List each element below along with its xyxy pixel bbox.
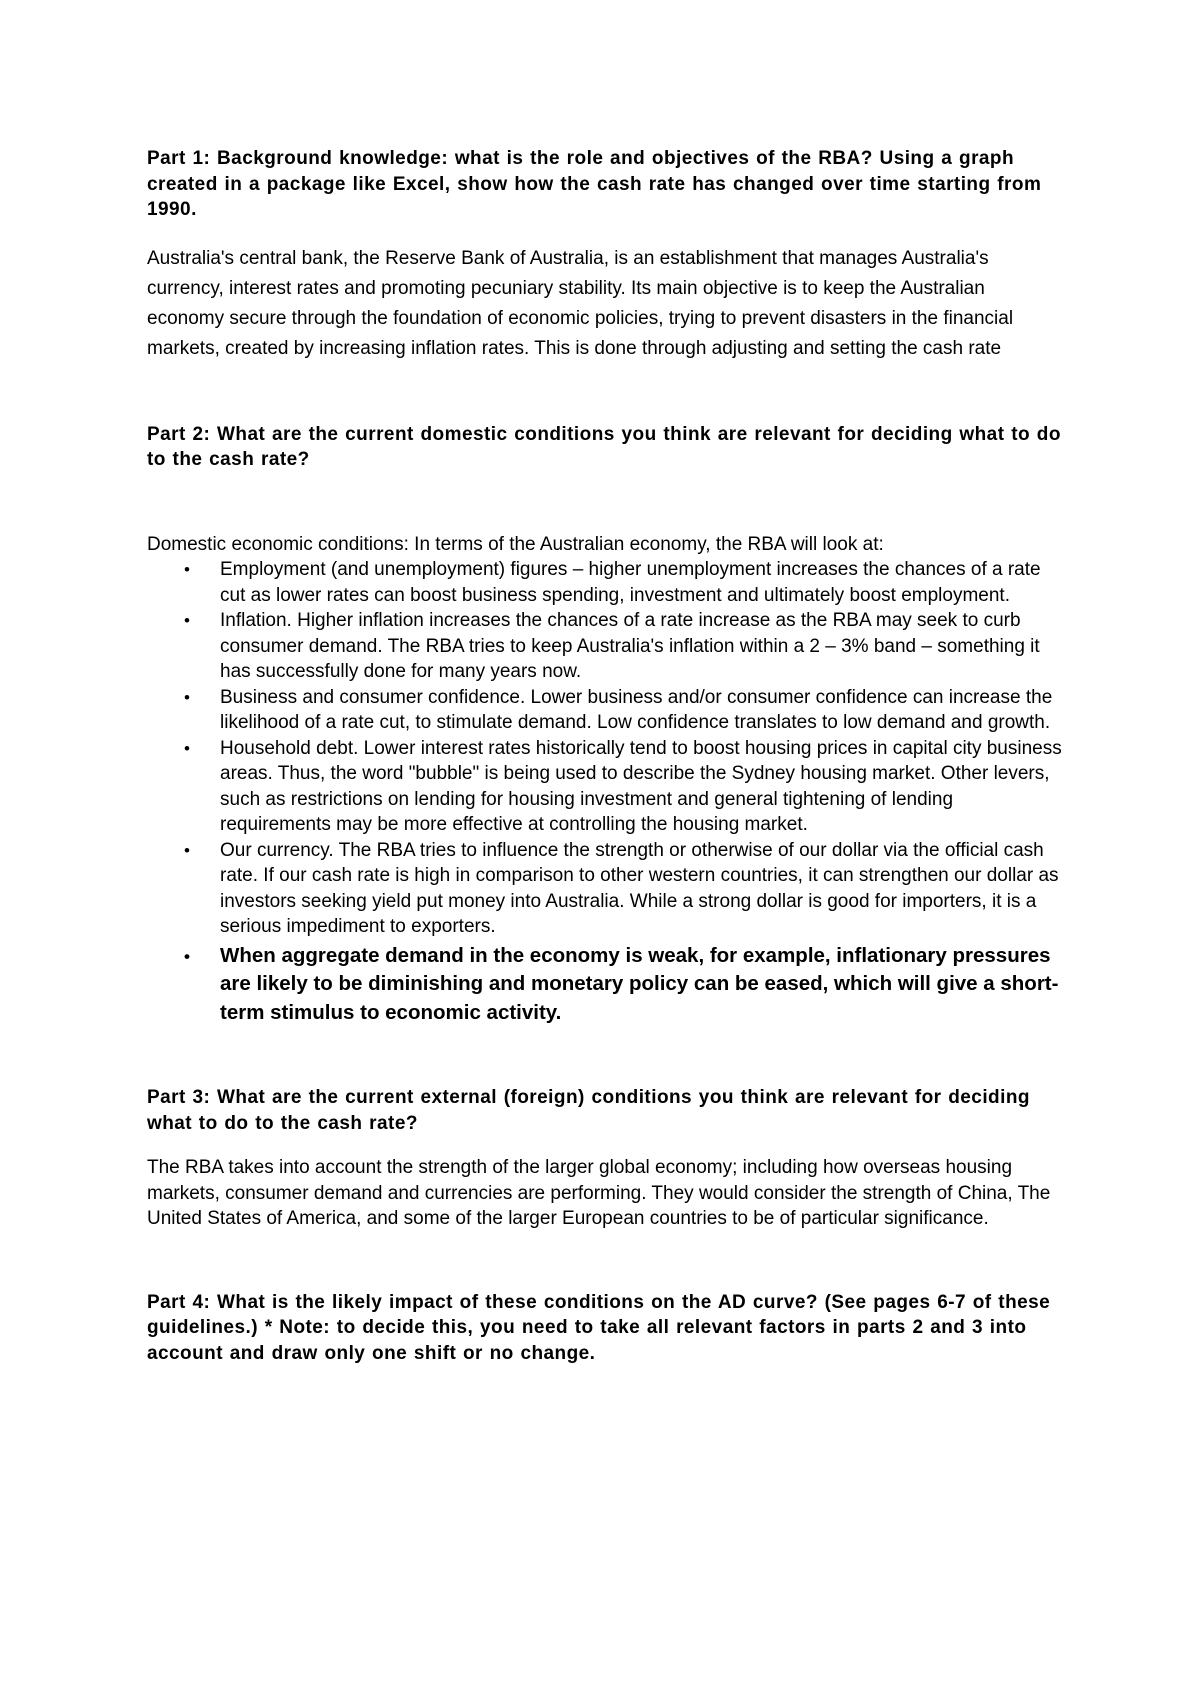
bullet-icon: • xyxy=(184,840,190,860)
bullet-icon: • xyxy=(184,738,190,758)
part2-heading: Part 2: What are the current domestic conditions you think are relevant for deciding what to do to the cash rate? xyxy=(147,423,1061,470)
list-item xyxy=(147,557,1067,608)
list-item-emphasized xyxy=(147,942,1067,1028)
list-item xyxy=(147,608,1067,685)
list-item-text: Household debt. Lower interest rates historically tend to boost housing prices in capital city business areas. Thus, the word "bubble" is being used to describe the Sydney housing market. Other levers, such as restrictions on lending for housing investment and general tightening of lending requirements may be more effective at controlling the housing market. xyxy=(220,737,1062,835)
list-item xyxy=(147,838,1067,940)
list-item xyxy=(147,685,1067,736)
bullet-icon: • xyxy=(184,560,190,579)
list-item-text: When aggregate demand in the economy is weak, for example, inflationary pressures are likely to be diminishing and monetary policy can be eased, which will give a short-term stimulus to economic activity. xyxy=(220,943,1059,1024)
list-item xyxy=(147,736,1067,838)
part4-heading: Part 4: What is the likely impact of these conditions on the AD curve? (See pages 6-7 of these guidelines.) * Note: to decide this, you need to take all relevant factors in parts 2 and 3 into account and draw only one shift or no change. xyxy=(147,1291,1051,1364)
bullet-icon: • xyxy=(184,611,190,630)
list-item-text: Inflation. Higher inflation increases the chances of a rate increase as the RBA may seek to curb consumer demand. The RBA tries to keep Australia's inflation within a 2 – 3% band – something it has successfully done for many years now. xyxy=(220,610,1040,682)
part3-heading: Part 3: What are the current external (foreign) conditions you think are relevant for deciding what to do to the cash rate? xyxy=(147,1087,1030,1134)
part1-body: Australia's central bank, the Reserve Bank of Australia, is an establishment that manages Australia's currency, interest rates and promoting pecuniary stability. Its main objective is to keep the Australian economy secure through the foundation of economic policies, trying to prevent disasters in the financial markets, created by increasing inflation rates. This is done through adjusting and setting the cash rate xyxy=(147,247,1014,359)
bullet-icon: • xyxy=(184,946,190,966)
bullet-icon: • xyxy=(184,687,190,707)
part2-intro: Domestic economic conditions: In terms of the Australian economy, the RBA will look at: xyxy=(147,533,884,555)
domestic-conditions-list xyxy=(147,557,1067,1027)
list-item-text: Employment (and unemployment) figures – higher unemployment increases the chances of a rate cut as lower rates can boost business spending, investment and ultimately boost employment. xyxy=(220,559,1041,606)
part3-body: The RBA takes into account the strength of the larger global economy; including how overseas housing markets, consumer demand and currencies are performing. They would consider the strength of China, The United States of America, and some of the larger European countries to be of particular significance. xyxy=(147,1157,1051,1229)
list-item-text: Our currency. The RBA tries to influence the strength or otherwise of our dollar via the official cash rate. If our cash rate is high in comparison to other western countries, it can strengthen our dollar as investors seeking yield put money into Australia. While a strong dollar is good for importers, it is a serious impediment to exporters. xyxy=(220,839,1059,937)
list-item-text: Business and consumer confidence. Lower business and/or consumer confidence can increase the likelihood of a rate cut, to stimulate demand. Low confidence translates to low demand and growth. xyxy=(220,686,1053,733)
document-content xyxy=(147,146,1067,1366)
part1-heading: Part 1: Background knowledge: what is the role and objectives of the RBA? Using a graph created in a package like Excel, show how the cash rate has changed over time starting from 1990. xyxy=(147,148,1042,220)
